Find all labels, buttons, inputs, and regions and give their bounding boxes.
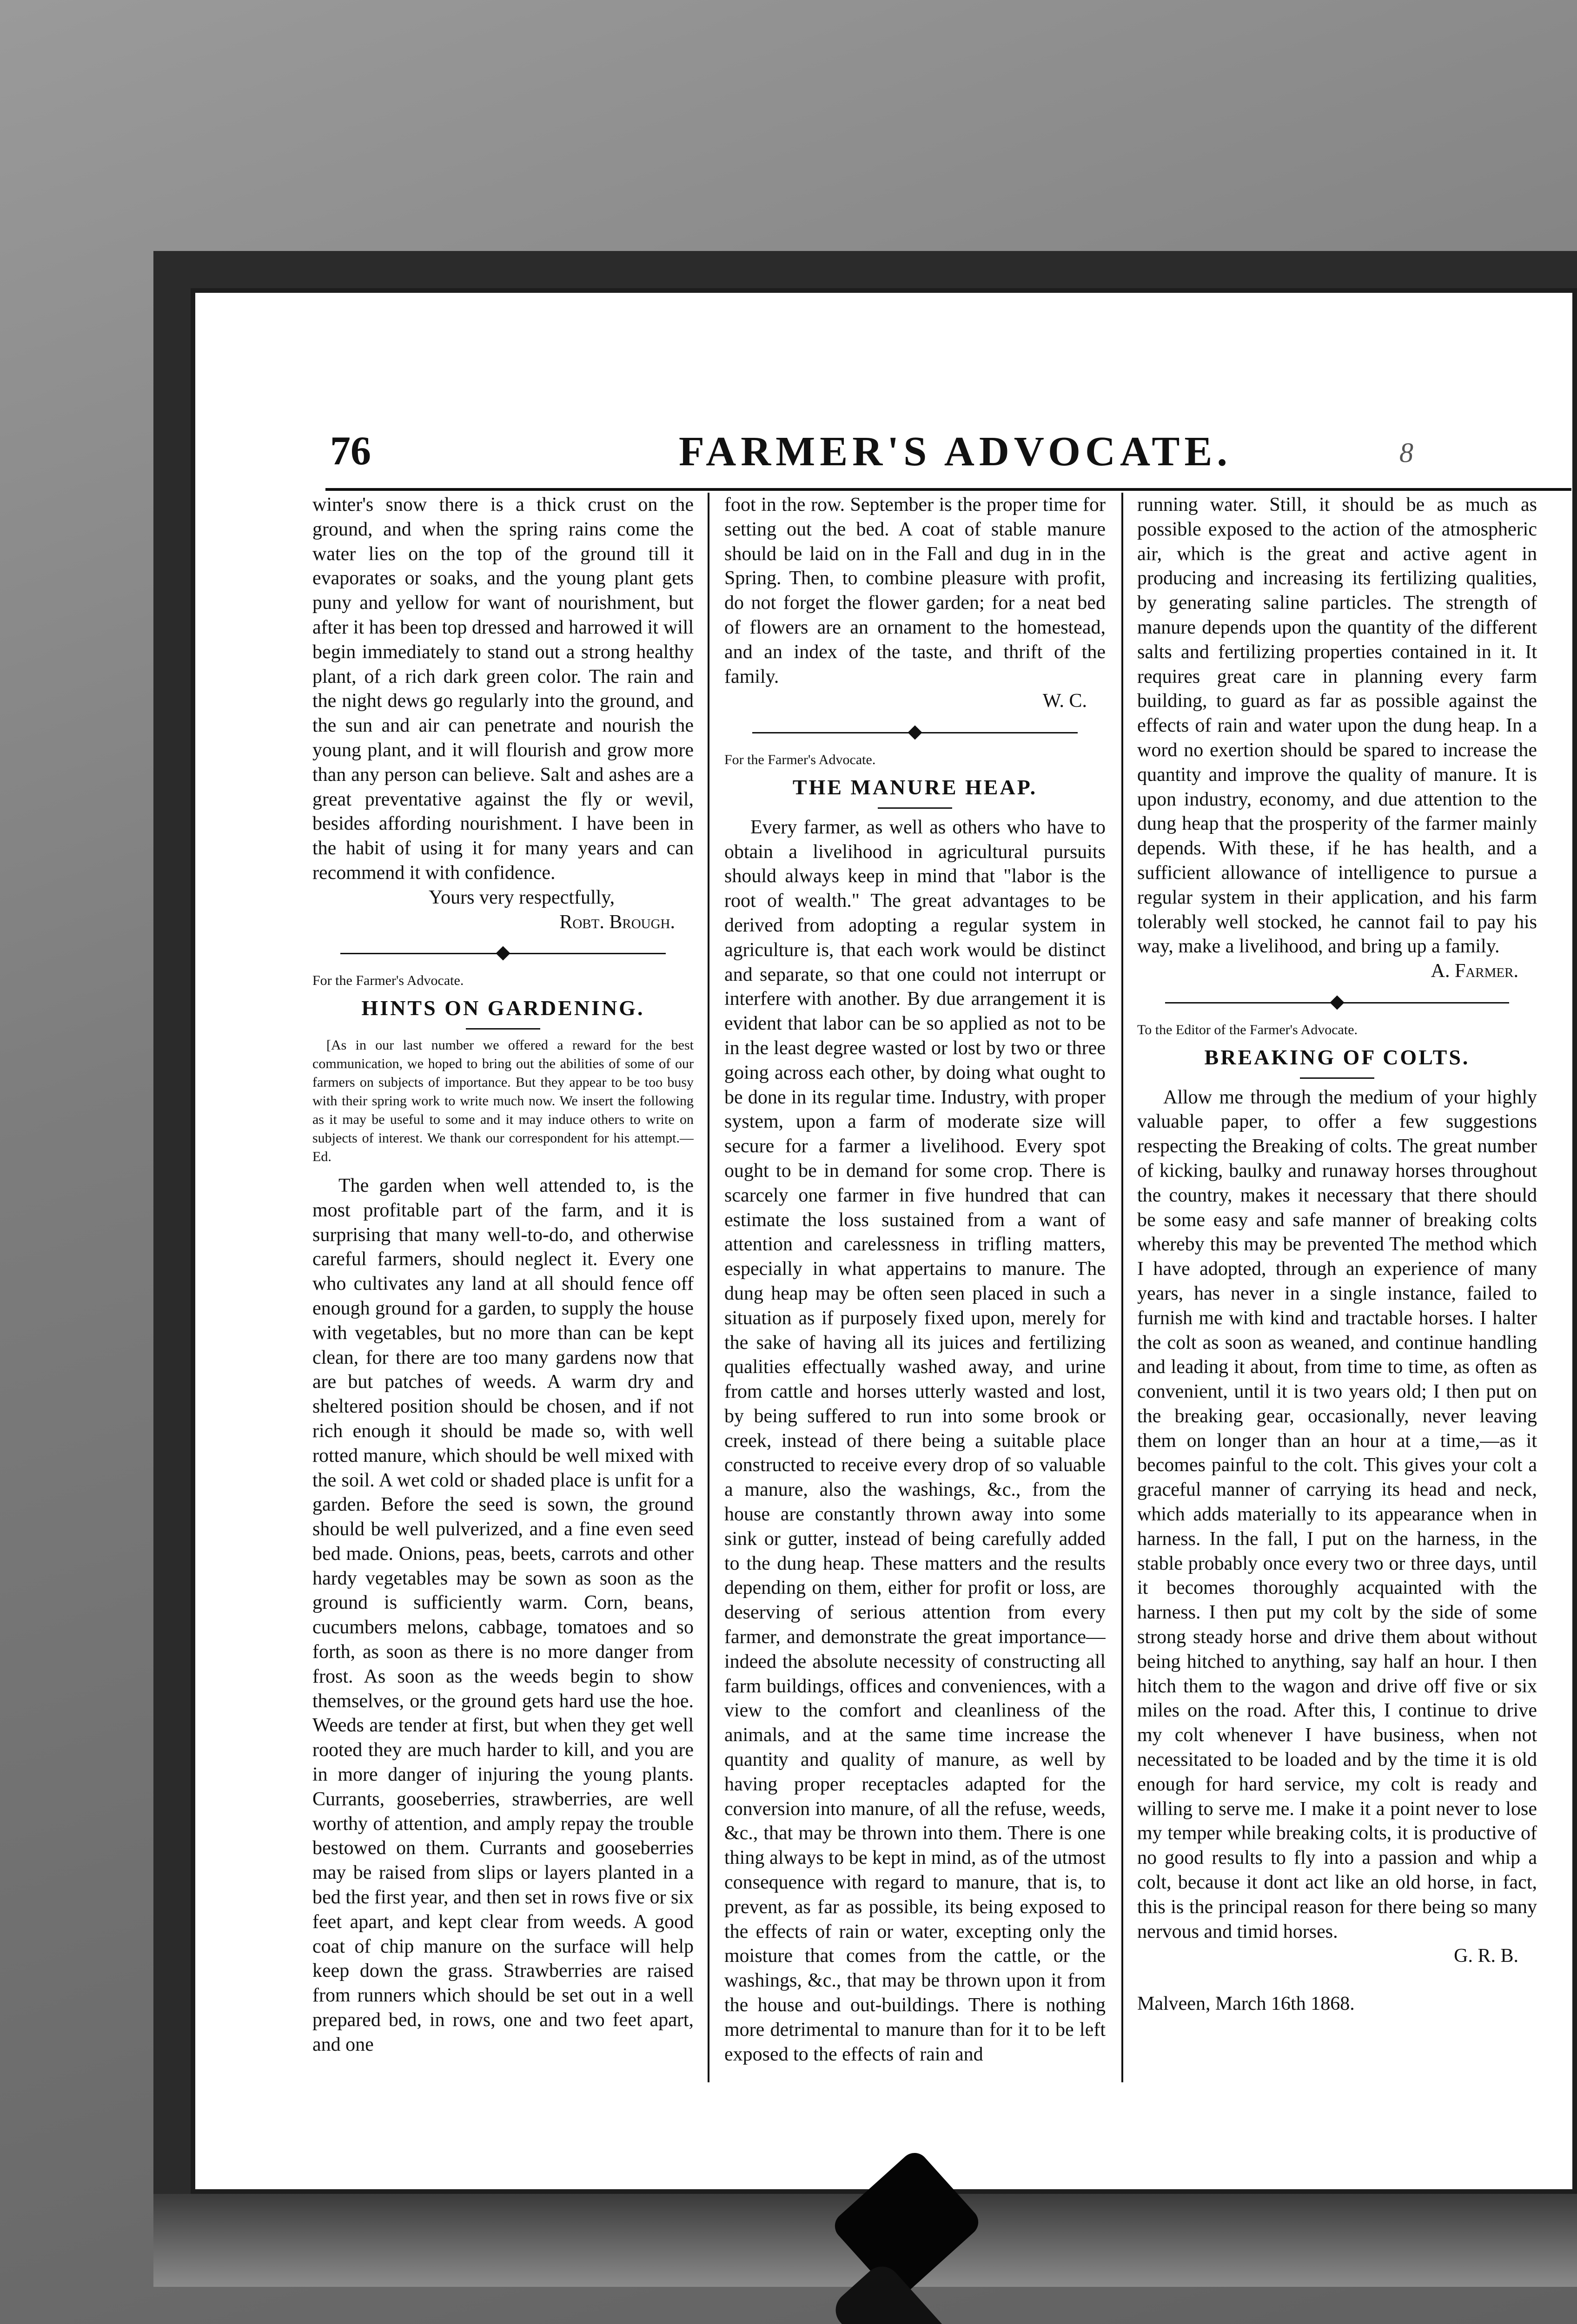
article-continuation: running water. Still, it should be as much as possible exposed to the action of the atmospheric air, which is the great and active agent in producing and increasing its fertilizing qualities, by generating saline particles. The strength of manure depends upon the quantity of the different salts and fertilizing properties contained in it. It requires great care in planning every farm building, to guard as far as possible against the effects of rain and water upon the dung heap. In a word no exertion should be spared to increase the quantity and improve the quality of manure. It is upon industry, economy, and due attention to the dung heap that the prosperity of the farmer mainly depends. With these, if he has health, and a sufficient allowance of intelligence to pursue a regular system in their application, and his farm tolerably well stocked, he cannot fail to pay his way, make a livelihood, and bring up a family. xyxy=(1137,494,1537,957)
section-divider xyxy=(1165,996,1509,1010)
letter-closing: Yours very respectfully, xyxy=(429,886,615,908)
headline-rule xyxy=(466,1028,540,1030)
article-continuation: winter's snow there is a thick crust on the ground, and when the spring rains come the water lies on the top of the ground till it evaporates or soaks, and the young plant gets puny and yellow for want of nourishment, but after it has been top dressed and harrowed it will begin immediately to stand out a strong healthy plant, of a rich dark green color. The rain and the night dews go regularly into the ground, and the sun and air can penetrate and nourish the young plant, and it will flourish and grow more than any person can believe. Salt and ashes are a great preventative against the fly or wevil, besides affording nourishment. I have been in the habit of using it for many years and can recommend it with confidence. xyxy=(312,494,694,884)
article-headline: HINTS ON GARDENING. xyxy=(361,996,645,1020)
section-divider xyxy=(340,946,666,960)
article-body: The garden when well attended to, is the most profitable part of the farm, and it is surprising that many well-to-do, and otherwise careful farmers, should neglect it. Every one who cultivates any land at all should fence off enough ground for a garden, to supply the house with vegetables, but no more than can be kept clean, for there are too many gardens now that are but patches of weeds. A warm dry and sheltered position should be chosen, and if not rich enough it should be made so, with well rotted manure, which should be well mixed with the soil. A wet cold or shaded place is unfit for a garden. Before the seed is sown, the ground should be well pulverized, and a fine even seed bed made. Onions, peas, beets, carrots and other hardy vegetables may be sown as soon as the ground is sufficiently warm. Corn, beans, cucumbers melons, cabbage, tomatoes and so forth, as soon as there is no more danger from frost. As soon as the weeds begin to show themselves, or the ground gets hard use the hoe. Weeds are tender at first, but when they get well rooted they are much harder to kill, and you are in more danger of injuring the young plants. Currants, gooseberries, strawberries, are well worthy of attention, and amply repay the trouble bestowed on them. Currants and gooseberries may be raised from slips or layers planted in a bed the first year, and then set in rows five or six feet apart, and kept clear from weeds. A good coat of chip manure on the surface will help keep down the grass. Strawberries are raised from runners which should be set out in a well prepared bed, in rows, one and two feet apart, and one xyxy=(312,1175,694,2055)
column-2 xyxy=(724,493,1106,2082)
column-rule-1 xyxy=(708,493,709,2082)
author-signature: Robt. Brough. xyxy=(559,911,675,933)
article-continuation: foot in the row. September is the proper time for setting out the bed. A coat of stable manure should be laid on in the Fall and dug in in the Spring. Then, to combine pleasure with profit, do not forget the flower garden; for a neat bed of flowers are an ornament to the homestead, and an index of the taste, and thrift of the family. xyxy=(724,494,1106,687)
article-dateline: Malveen, March 16th 1868. xyxy=(1137,1993,1355,2015)
section-divider xyxy=(752,726,1078,739)
masthead-title: FARMER'S ADVOCATE. xyxy=(679,429,1232,475)
handwritten-margin-note: 8 xyxy=(1399,437,1413,468)
article-body: Allow me through the medium of your highly valuable paper, to offer a few suggestions respecting the Breaking of colts. The great number of kicking, baulky and runaway horses throughout the country, makes it necessary that there should be some easy and safe manner of breaking colts whereby this may be prevented The method which I have adopted, through an experience of many years, has never in a single instance, failed to furnish me with kind and tractable horses. I halter the colt as soon as weaned, and continue handling and leading it about, from time to time, as often as convenient, until it is two years old; I then put on the breaking gear, occasionally, never leaving them on longer than an hour at a time,—as it becomes painful to the colt. This gives your colt a graceful manner of carrying its head and neck, which adds materially to its appearance when in harness. In the fall, I put on the harness, in the stable probably once every two or three days, until it becomes thoroughly acquainted with the harness. I then put my colt by the side of some strong steady horse and drive them about without being hitched to anything, say half an hour. I then hitch them to the wagon and drive off five or six miles on the road. After this, I continue to drive my colt whenever I have business, when not necessitated to be loaded and by the time it is old enough for hard service, my colt is ready and willing to serve me. I make it a point never to lose my temper while breaking colts, it is productive of no good results to fly into a passion and whip a colt, because it dont act like an old horse, in fact, this is the principal reason for there being so many nervous and timid horses. xyxy=(1137,1086,1537,1942)
author-signature: A. Farmer. xyxy=(1431,960,1518,982)
author-signature: G. R. B. xyxy=(1454,1945,1518,1967)
column-1 xyxy=(312,493,694,2082)
author-signature: W. C. xyxy=(1042,690,1087,712)
headline-rule xyxy=(1300,1077,1374,1079)
editor-note: [As in our last number we offered a reward for the best communication, we hoped to bring out the abilities of some of our farmers on subjects of importance. But they appear to be too busy with their spring work to write much now. We insert the following as it may be useful to some and it may induce others to write on subjects of interest. We thank our correspondent for his attempt.—Ed. xyxy=(312,1037,694,1164)
headline-rule xyxy=(878,807,952,809)
article-attribution: For the Farmer's Advocate. xyxy=(724,752,876,768)
column-rule-2 xyxy=(1121,493,1123,2082)
article-attribution: To the Editor of the Farmer's Advocate. xyxy=(1137,1022,1358,1037)
newspaper-page xyxy=(191,288,1577,2194)
header-rule xyxy=(325,488,1571,491)
column-3 xyxy=(1137,493,1537,2082)
article-attribution: For the Farmer's Advocate. xyxy=(312,973,464,989)
article-body: Every farmer, as well as others who have to obtain a livelihood in agricultural pursuits should always keep in mind that "labor is the root of wealth." The great advantages to be derived from adopting a regular system in agriculture is, that each work would be distinct and separate, so that one could not interrupt or interfere with another. By due arrangement it is evident that labor can be so applied as not to be in the least degree wasted or lost by two or three going across each other, by doing what ought to be done in its regular time. Industry, with proper system, upon a farm of moderate size will secure for a farmer a livelihood. Every spot ought to be in demand for some crop. There is scarcely one farmer in five hundred that can estimate the loss sustained from a want of attention and carelessness in trifling matters, especially in what appertains to manure. The dung heap may be often seen placed in such a situation as if purposely fixed upon, merely for the sake of having all its juices and fertilizing qualities effectually washed away, and urine from cattle and horses utterly wasted and lost, by being suffered to run into some brook or creek, instead of there being a suitable place constructed to receive every drop of so valuable a manure, also the washings, &c., from the house are constantly thrown away into some sink or gutter, instead of being carefully added to the dung heap. These matters and the results depending on them, either for profit or loss, are deserving of serious attention from every farmer, and demonstrate the great importance—indeed the absolute necessity of constructing all farm buildings, offices and conveniences, with a view to the comfort and cleanliness of the animals, and at the same time increase the quantity and quality of manure, as well by having proper receptacles adapted for the conversion into manure, of all the refuse, weeds, &c., that may be thrown into them. There is one thing always to be kept in mind, as of the utmost consequence with regard to manure, that is, to prevent, as far as possible, its being exposed to the effects of rain or water, excepting only the moisture that comes from the cattle, or the washings, &c., that may be thrown upon it from the house and out-buildings. There is nothing more detrimental to manure than for it to be left exposed to the effects of rain and xyxy=(724,816,1106,2065)
article-headline: BREAKING OF COLTS. xyxy=(1204,1045,1470,1069)
page-number: 76 xyxy=(330,429,371,474)
article-headline: THE MANURE HEAP. xyxy=(792,775,1038,799)
